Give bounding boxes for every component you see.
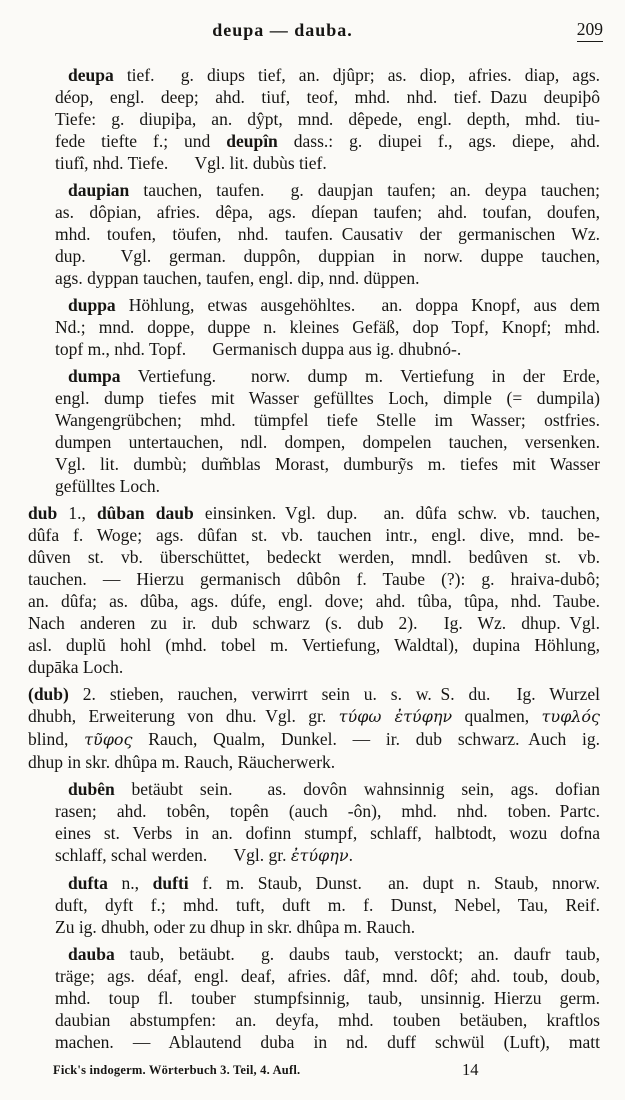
body-text: déop, engl. deep; ahd. tiuf, teof, mhd. nhd. tief. Dazu deupiþô xyxy=(55,87,600,107)
dictionary-entry-dub-1 xyxy=(28,502,600,678)
text-line xyxy=(28,546,600,568)
text-line xyxy=(55,409,600,431)
body-text: fede tiefte f.; und xyxy=(55,131,227,151)
body-text: an. dûfa; as. dûba, ags. dúfe, engl. dove; ahd. tûba, tûpa, nhd. Taube. xyxy=(28,591,600,611)
entries xyxy=(28,64,600,1058)
dictionary-entry-dauba xyxy=(55,943,600,1053)
headword: dubên xyxy=(68,779,115,799)
text-line xyxy=(28,502,600,524)
body-text: betäubt sein. as. dovôn wahnsinnig sein, ags. dofian xyxy=(114,779,600,799)
headword: dûban daub xyxy=(96,503,194,523)
body-text: taub, betäubt. g. daubs taub, verstockt; an. daufr taub, xyxy=(114,944,600,964)
body-text: machen. — Ablautend duba in nd. duff schwül (Luft), matt xyxy=(55,1032,600,1052)
text-line xyxy=(55,267,600,289)
text-line xyxy=(28,612,600,634)
text-line xyxy=(55,453,600,475)
greek-text: τυφλός xyxy=(541,707,601,726)
body-text: mhd. toufen, töufen, nhd. taufen. Causativ der germanischen Wz. xyxy=(55,224,600,244)
greek-text: τύφω ἐτύφην xyxy=(338,707,453,726)
text-line xyxy=(28,683,600,705)
body-text: einsinken. Vgl. dup. an. dûfa schw. vb. tauchen, xyxy=(193,503,600,523)
text-line xyxy=(55,387,600,409)
text-line xyxy=(55,338,600,360)
body-text: dumpen untertauchen, ndl. dompen, dompelen tauchen, versenken. xyxy=(55,432,600,452)
headword: dauba xyxy=(68,944,115,964)
body-text: n., xyxy=(107,873,153,893)
body-text: duft, dyft f.; mhd. tuft, duft m. f. Dunst, Nebel, Tau, Reif. xyxy=(55,895,600,915)
body-text: Nach anderen zu ir. dub schwarz (s. dub 2). Ig. Wz. dhup. Vgl. xyxy=(28,613,600,633)
text-line xyxy=(55,1031,600,1053)
text-line xyxy=(55,894,600,916)
body-text: dhubh, Erweiterung von dhu. Vgl. gr. xyxy=(28,706,339,726)
body-text: blind, xyxy=(28,729,85,749)
body-text: 1., xyxy=(57,503,97,523)
text-line xyxy=(28,524,600,546)
dictionary-entry-dumpa xyxy=(55,365,600,497)
headword: duppa xyxy=(68,295,116,315)
dictionary-entry-duppa xyxy=(55,294,600,360)
dictionary-entry-deupa xyxy=(55,64,600,174)
text-line xyxy=(55,943,600,965)
dictionary-entry-dufta xyxy=(55,872,600,938)
body-text: träge; ags. déaf, engl. deaf, afries. dâf, mnd. dôf; ahd. toub, doub, xyxy=(55,966,600,986)
text-line xyxy=(55,431,600,453)
body-text: . xyxy=(348,845,353,865)
body-text: Tiefe: g. diupiþa, an. dŷpt, mnd. dêpede, engl. depth, mhd. tiu- xyxy=(55,109,600,129)
headword: dufti xyxy=(152,873,189,893)
text-line xyxy=(55,800,600,822)
text-line xyxy=(28,656,600,678)
body-text: topf m., nhd. Topf. Germanisch duppa aus ig. dhubnó-. xyxy=(55,339,462,359)
body-text: Vertiefung. norw. dump m. Vertiefung in der Erde, xyxy=(120,366,600,386)
body-text: dûven st. vb. überschüttet, bedeckt werden, mndl. bedûven st. vb. xyxy=(28,547,600,567)
body-text: as. dôpian, afries. dêpa, ags. díepan taufen; ahd. toufan, doufen, xyxy=(55,202,600,222)
text-line xyxy=(55,475,600,497)
running-head: deupa — dauba. xyxy=(212,20,353,40)
text-line xyxy=(55,778,600,800)
body-text: gefülltes Loch. xyxy=(55,476,160,496)
dictionary-entry-daupian xyxy=(55,179,600,289)
text-line xyxy=(55,179,600,201)
body-text: dupāka Loch. xyxy=(28,657,124,677)
text-line xyxy=(55,64,600,86)
greek-text: ἐτύφην xyxy=(290,846,349,865)
body-text: ags. dyppan tauchen, taufen, engl. dip, nnd. düppen. xyxy=(55,268,420,288)
body-text: engl. dump tiefes mit Wasser gefülltes Loch, dimple (= dumpila) xyxy=(55,388,600,408)
body-text: 2. stieben, rauchen, verwirrt sein u. s. w. S. du. Ig. Wurzel xyxy=(68,684,600,704)
text-line xyxy=(28,728,600,751)
body-text: dhup in skr. dhûpa m. Rauch, Räucherwerk. xyxy=(28,752,336,772)
body-text: tiufî, nhd. Tiefe. Vgl. lit. dubùs tief. xyxy=(55,153,327,173)
body-text: asl. duplŭ hohl (mhd. tobel m. Vertiefung, Waldtal), dupina Höhlung, xyxy=(28,635,600,655)
text-line xyxy=(28,705,600,728)
body-text: dass.: g. diupei f., ags. diepe, ahd. xyxy=(277,131,600,151)
text-line xyxy=(55,844,600,867)
body-text: tauchen, taufen. g. daupjan taufen; an. deypa tauchen; xyxy=(129,180,600,200)
text-line xyxy=(55,152,600,174)
text-line xyxy=(55,201,600,223)
body-text: mhd. toup fl. touber stumpfsinnig, taub, unsinnig. Hierzu germ. xyxy=(55,988,600,1008)
text-line xyxy=(55,916,600,938)
body-text: daubian abstumpfen: an. deyfa, mhd. touben betäuben, kraftlos xyxy=(55,1010,600,1030)
headword: daupian xyxy=(68,180,130,200)
text-line xyxy=(55,223,600,245)
body-text: f. m. Staub, Dunst. an. dupt n. Staub, nnorw. xyxy=(188,873,601,893)
text-line xyxy=(28,751,600,773)
text-line xyxy=(55,822,600,844)
page-number: 209 xyxy=(577,19,603,42)
headword: dub xyxy=(28,503,58,523)
text-line xyxy=(55,130,600,152)
body-text: rasen; ahd. tobên, topên (auch -ôn), mhd. nhd. toben. Partc. xyxy=(55,801,600,821)
text-line xyxy=(28,634,600,656)
headword: deupa xyxy=(68,65,114,85)
text-line xyxy=(55,965,600,987)
body-text: qualmen, xyxy=(452,706,542,726)
headword: deupîn xyxy=(226,131,278,151)
body-text: Nd.; mnd. doppe, duppe n. kleines Gefäß, dop Topf, Knopf; mhd. xyxy=(55,317,600,337)
body-text: schlaff, schal werden. Vgl. gr. xyxy=(55,845,291,865)
body-text: dup. Vgl. german. duppôn, duppian in norw. duppe tauchen, xyxy=(55,246,600,266)
text-line xyxy=(55,245,600,267)
headword: dumpa xyxy=(68,366,121,386)
text-line xyxy=(55,316,600,338)
body-text: tief. g. diups tief, an. djûpr; as. diop, afries. diap, ags. xyxy=(113,65,600,85)
sheet-number: 14 xyxy=(462,1060,479,1079)
text-line xyxy=(55,1009,600,1031)
footer-signature: Fick's indogerm. Wörterbuch 3. Teil, 4. Aufl. xyxy=(53,1063,301,1077)
body-text: Zu ig. dhubh, oder zu dhup in skr. dhûpa m. Rauch. xyxy=(55,917,416,937)
text-line xyxy=(55,365,600,387)
text-line xyxy=(55,872,600,894)
body-text: Vgl. lit. dumbù; dum̃blas Morast, dumburỹs m. tiefes mit Wasser xyxy=(55,454,600,474)
text-line xyxy=(55,86,600,108)
text-line xyxy=(28,590,600,612)
dictionary-entry-dub-2 xyxy=(28,683,600,773)
text-line xyxy=(28,568,600,590)
headword: dufta xyxy=(68,873,108,893)
headword: (dub) xyxy=(28,684,69,704)
body-text: eines st. Verbs in an. dofinn stumpf, schlaff, halbtodt, wozu dofna xyxy=(55,823,600,843)
text-line xyxy=(55,294,600,316)
body-text: Höhlung, etwas ausgehöhltes. an. doppa Knopf, aus dem xyxy=(115,295,600,315)
text-line xyxy=(55,987,600,1009)
text-line xyxy=(55,108,600,130)
body-text: dûfa f. Woge; ags. dûfan st. vb. tauchen intr., engl. dive, mnd. be- xyxy=(28,525,600,545)
body-text: Rauch, Qualm, Dunkel. — ir. dub schwarz. Auch ig. xyxy=(132,729,600,749)
dictionary-entry-duben xyxy=(55,778,600,867)
greek-text: τῦφος xyxy=(84,730,133,749)
body-text: Wangengrübchen; mhd. tümpfel tiefe Stelle im Wasser; ostfries. xyxy=(55,410,600,430)
body-text: tauchen. — Hierzu germanisch dûbôn f. Taube (?): g. hraiva-dubô; xyxy=(28,569,600,589)
